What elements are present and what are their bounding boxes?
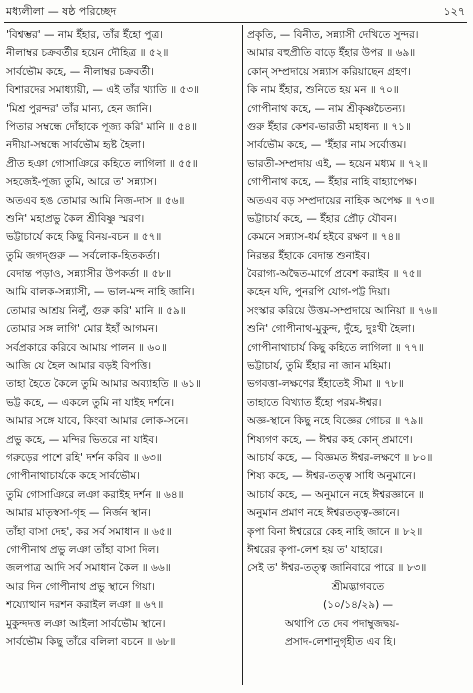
verse-line: নীলাম্বর চক্রবর্তীর হয়েন দৌহিত্র ॥ ৫২॥ [6, 47, 169, 60]
verse-line: তোমার সঙ্গ লাগি' মোর ইহাঁ আগমন। [6, 323, 158, 336]
page-number: ১২৭ [443, 4, 465, 18]
verse-line: জলপাত্র আদি সর্ব সমাধান কৈল ॥ ৬৬॥ [6, 562, 171, 575]
column-divider [242, 25, 243, 685]
verse-line: কেমনে সন্ন্যাস-ধর্ম হইবে রক্ষণ ॥ ৭৪॥ [247, 231, 401, 244]
verse-line: তুমি জগদ্গুরু — সর্বলোক-হিতকর্তা। [6, 249, 160, 262]
verse-line: শিষ্য কহে, — ঈশ্বর-তত্ত্ব সাধি অনুমানে। [247, 470, 416, 483]
verse-line: নদীয়া-সম্বন্ধে সার্বভৌম হৃষ্ট হৈলা। [6, 139, 145, 152]
verse-line: তাঁহা বাসা দেহ', কর সর্ব সমাধান ॥ ৬৫॥ [6, 525, 172, 538]
verse-line: কৃপা বিনা ঈশ্বরেরে কেহ নাহি জানে ॥ ৮২॥ [247, 525, 423, 538]
verse-line: অজ্ঞ-স্থানে কিছু নহে বিজ্ঞের গোচর ॥ ৭৯॥ [247, 415, 424, 428]
verse-line: সার্বভৌম কহে, — নীলাম্বর চক্রবর্তী। [6, 65, 154, 78]
sanskrit-verse-line: প্রসাদ-লেশানুগৃহীত এব হি। [285, 635, 396, 648]
verse-line: ভট্টাচার্য কহে, — ইঁহার প্রৌঢ় যৌবন। [247, 212, 397, 225]
source-reference: শ্রীমদ্ভাগবতে [331, 580, 385, 593]
verse-line: ভগবত্তা-লক্ষণের ইঁহাতেই সীমা ॥ ৭৮॥ [247, 378, 404, 391]
verse-line: 'বিশ্বম্ভর' — নাম ইঁহার, তাঁর ইঁহো পুত্র। [6, 29, 164, 41]
verse-line: ভট্ট কহে, — একলে তুমি না যাইহ দর্শনে। [6, 396, 175, 409]
verse-line: ভারতী-সম্প্রদায় এই, — হয়েন মধ্যম ॥ ৭২॥ [247, 157, 428, 170]
verse-line: গোপীনাথ কহে, — ইঁহার নাহি বাহ্যাপেক্ষ। [247, 176, 417, 189]
sanskrit-verse-line: অথাপি তে দেব পদাম্বুজদ্বয়- [285, 617, 400, 630]
left-column [6, 26, 238, 651]
verse-line: আচার্য কহে, — অনুমানে নহে ঈশ্বরজ্ঞানে ॥ [247, 488, 424, 501]
verse-line: প্রীত হঞা গোসাঞিরে কহিতে লাগিলা ॥ ৫৫॥ [6, 157, 198, 170]
verse-line: ভট্টাচার্য, তুমি ইঁহার না জান মহিমা। [247, 360, 391, 373]
verse-line: আমি বালক-সন্ন্যাসী, — ভাল-মন্দ নাহি জানি। [6, 286, 195, 299]
verse-line: গোপীনাথাচার্যকে কহে সার্বভৌম। [6, 470, 141, 483]
verse-line: শুনি' গোপীনাথ-মুকুন্দ, দুঁহে, দুঃখী হৈলা। [247, 323, 415, 336]
right-column [247, 26, 469, 651]
verse-line: কোন্ সম্প্রদায়ে সন্ন্যাস করিয়াছেন গ্রহণ। [247, 65, 411, 78]
verse-line: শয্যোত্থান দরশন করাইল লঞা ॥ ৬৭॥ [6, 599, 164, 612]
verse-line: তুমি গোসাঞিরে লঞা করাইহ দর্শন ॥ ৬৪॥ [6, 488, 184, 501]
verse-line: আর দিন গোপীনাথ প্রভু স্থানে গিয়া। [6, 580, 155, 593]
section-title: মধ্যলীলা — ষষ্ঠ পরিচ্ছেদ [6, 4, 117, 18]
verse-line: শুনি' মহাপ্রভু কৈল শ্রীবিষ্ণু স্মরণ। [6, 212, 145, 225]
source-citation: (১০/১৪/২৯) — [322, 599, 393, 612]
verse-line: ভট্টাচার্যে কহে কিছু বিনয়-বচন ॥ ৫৭॥ [6, 231, 162, 244]
verse-line: বেদান্ত পড়াও, সন্ন্যাসীর উপকর্তা ॥ ৫৮॥ [6, 268, 172, 281]
verse-line: প্রভু কহে, — মন্দির ভিতরে না যাইব। [6, 433, 158, 446]
verse-line: কি নাম ইঁহার, শুনিতে হয় মন ॥ ৭০॥ [247, 84, 399, 97]
verse-line: আমার মাতৃস্বসা-গৃহ — নির্জন স্থান। [6, 507, 152, 520]
verse-line: আমার সঙ্গে যাবে, কিংবা আমার লোক-সনে। [6, 415, 189, 428]
verse-line: শিষ্যগণ কহে, — ঈশ্বর কহ কোন্ প্রমাণে। [247, 433, 413, 446]
header-rule [4, 22, 467, 23]
verse-line: কহেন যদি, পুনরপি যোগ-পট্ট দিয়া। [247, 286, 391, 299]
verse-line: তাহা হৈতে কৈলে তুমি আমার অব্যাহতি ॥ ৬১॥ [6, 378, 201, 391]
verse-line: সহজেই-পূজ্য তুমি, আরে ত' সন্ন্যাস। [6, 176, 158, 189]
verse-line: সর্বপ্রকারে করিবে আমায় পালন ॥ ৬০॥ [6, 341, 167, 354]
verse-line: বৈরাগ্য-অদ্বৈত-মার্গে প্রবেশ করাইব ॥ ৭৫॥ [247, 268, 422, 281]
verse-line: গুরু ইঁহার কেশব-ভারতী মহাধন্য ॥ ৭১॥ [247, 120, 411, 133]
verse-line: অনুমান প্রমাণ নহে ঈশ্বরতত্ত্ব-জ্ঞানে। [247, 507, 400, 520]
verse-line: তোমার আশ্রয় নিলুঁ, গুরু করি' মানি ॥ ৫৯॥ [6, 304, 186, 317]
verse-line: আচার্য কহে, — বিজ্ঞমত ঈশ্বর-লক্ষণে ॥ ৮০॥ [247, 451, 433, 464]
verse-line: সেই ত' ঈশ্বর-তত্ত্ব জানিবারে পারে ॥ ৮৩॥ [247, 562, 427, 575]
verse-line: সার্বভৌম কিছু তাঁরে বলিলা বচনে ॥ ৬৮॥ [6, 635, 176, 648]
verse-line: আজি যে হৈল আমার বড়ই বিপত্তি। [6, 360, 152, 373]
verse-line: গোপীনাথাচার্য কিছু কহিতে লাগিলা ॥ ৭৭॥ [247, 341, 424, 354]
verse-line: 'মিশ্র পুরন্দর' তাঁর মান্য, হেন জানি। [6, 102, 152, 115]
verse-line: গরুড়ের পাশে রহি' দর্শন করিব ॥ ৬৩॥ [6, 451, 162, 464]
verse-line: অতএব হঙ তোমার আমি নিজ-দাস ॥ ৫৬॥ [6, 194, 185, 207]
verse-line: পিতার সম্বন্ধে দোঁহাকে পূজ্য করি' মানি ॥ ৫৪॥ [6, 120, 198, 133]
verse-line: ঈশ্বরের কৃপা-লেশ হয় ত' যাহারে। [247, 543, 383, 556]
verse-line: সার্বভৌম কহে, — 'ইঁহার নাম সর্বোত্তম। [247, 139, 407, 152]
verse-line: তাহাতে বিখ্যাত ইঁহো পরম-ঈশ্বর। [247, 396, 382, 409]
verse-line: নিরন্তর ইঁহাকে বেদান্ত শুনাইব। [247, 249, 370, 262]
verse-line: গোপীনাথ কহে, — নাম শ্রীকৃষ্ণচৈতন্য। [247, 102, 406, 115]
verse-line: সংস্কার করিয়ে উত্তম-সম্প্রদায়ে আনিয়া ॥ ৭৬॥ [247, 304, 438, 317]
page-header [6, 3, 465, 21]
verse-line: অতএব বড় সম্প্রদায়ের নাহিক অপেক্ষ ॥ ৭৩॥ [247, 194, 435, 207]
verse-line: গোপীনাথ প্রভু লঞা তাঁহা বাসা দিল। [6, 543, 160, 556]
verse-line: মুকুন্দদত্ত লঞা আইলা সার্বভৌম স্থানে। [6, 617, 166, 630]
verse-line: আমার বহুপ্রীতি বাড়ে ইঁহার উপর ॥ ৬৯॥ [247, 47, 416, 60]
verse-line: বিশারদের সমাধ্যায়ী, — এই তাঁর খ্যাতি ॥ ৫৩॥ [6, 84, 200, 97]
verse-line: প্রকৃতি, — বিনীত, সন্ন্যাসী দেখিতে সুন্দর। [247, 29, 419, 41]
